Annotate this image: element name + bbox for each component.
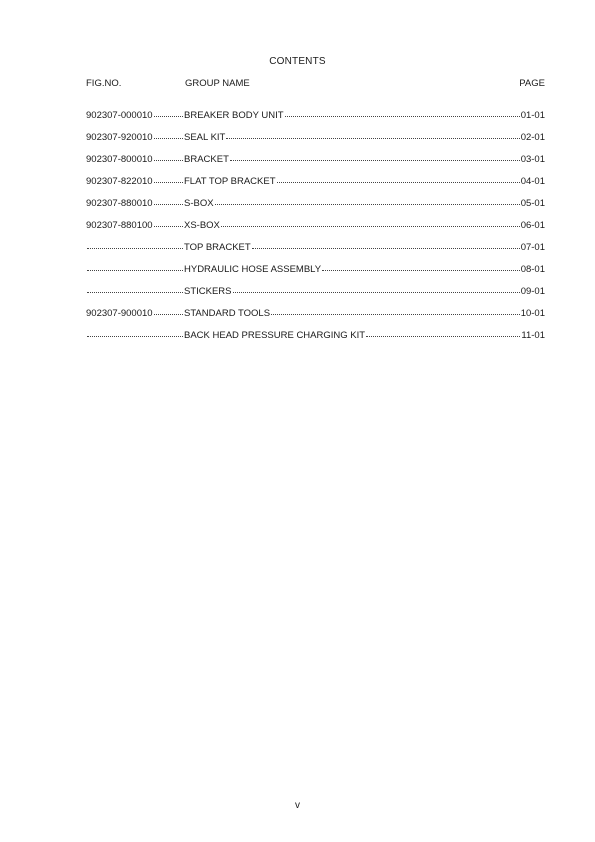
dot-leader [233,291,520,293]
group-name: S-BOX [184,198,214,209]
fig-number: 902307-880010 [86,198,153,209]
fig-number: 902307-822010 [86,176,153,187]
page-reference: 05-01 [520,198,545,209]
toc-row[interactable] [86,198,545,220]
toc-row[interactable] [86,308,545,330]
dot-leader [215,203,520,205]
group-name: STANDARD TOOLS [184,308,271,319]
group-name: STICKERS [184,286,232,297]
group-name: TOP BRACKET [184,242,251,253]
toc-row[interactable] [86,286,545,308]
dot-leader [154,115,183,117]
dot-leader [154,181,183,183]
dot-leader [226,137,519,139]
toc-row[interactable] [86,154,545,176]
fig-number: 902307-880100 [86,220,153,231]
toc-row[interactable] [86,242,545,264]
dot-leader [154,159,183,161]
page-reference: 02-01 [520,132,545,143]
dot-leader [277,181,520,183]
toc-row[interactable] [86,330,545,352]
group-name: BRACKET [184,154,229,165]
contents-title: CONTENTS [269,56,326,67]
dot-leader [252,247,520,249]
page-reference: 09-01 [520,286,545,297]
page-reference: 10-01 [520,308,545,319]
dot-leader [87,270,183,271]
fig-number: 902307-000010 [86,110,153,121]
dot-leader [154,137,183,139]
dot-leader [87,336,183,337]
dot-leader [154,203,183,205]
group-name: SEAL KIT [184,132,226,143]
page-reference: 06-01 [520,220,545,231]
fig-number: 902307-800010 [86,154,153,165]
dot-leader [322,269,520,271]
page-reference: 01-01 [520,110,545,121]
page-reference: 11-01 [521,330,545,341]
page-reference: 07-01 [520,242,545,253]
page-reference: 08-01 [520,264,545,275]
fig-number: 902307-900010 [86,308,153,319]
group-name: HYDRAULIC HOSE ASSEMBLY [184,264,322,275]
dot-leader [154,225,183,227]
toc-row[interactable] [86,132,545,154]
page-reference: 03-01 [520,154,545,165]
page-number: v [295,800,300,811]
toc-row[interactable] [86,110,545,132]
dot-leader [154,313,183,315]
dot-leader [366,335,520,337]
group-name: BACK HEAD PRESSURE CHARGING KIT [184,330,366,341]
dot-leader [285,115,520,117]
dot-leader [271,313,520,315]
page-reference: 04-01 [520,176,545,187]
group-name: XS-BOX [184,220,220,231]
dot-leader [221,225,520,227]
toc-row[interactable] [86,264,545,286]
column-header-group-name: GROUP NAME [185,78,250,89]
toc-row[interactable] [86,176,545,198]
column-header-page: PAGE [519,78,545,89]
toc-list [86,110,545,352]
dot-leader [230,159,520,161]
group-name: FLAT TOP BRACKET [184,176,276,187]
dot-leader [87,292,183,293]
group-name: BREAKER BODY UNIT [184,110,284,121]
column-header-fig-no: FIG.NO. [86,78,122,89]
fig-number: 902307-920010 [86,132,153,143]
toc-row[interactable] [86,220,545,242]
dot-leader [87,248,183,249]
